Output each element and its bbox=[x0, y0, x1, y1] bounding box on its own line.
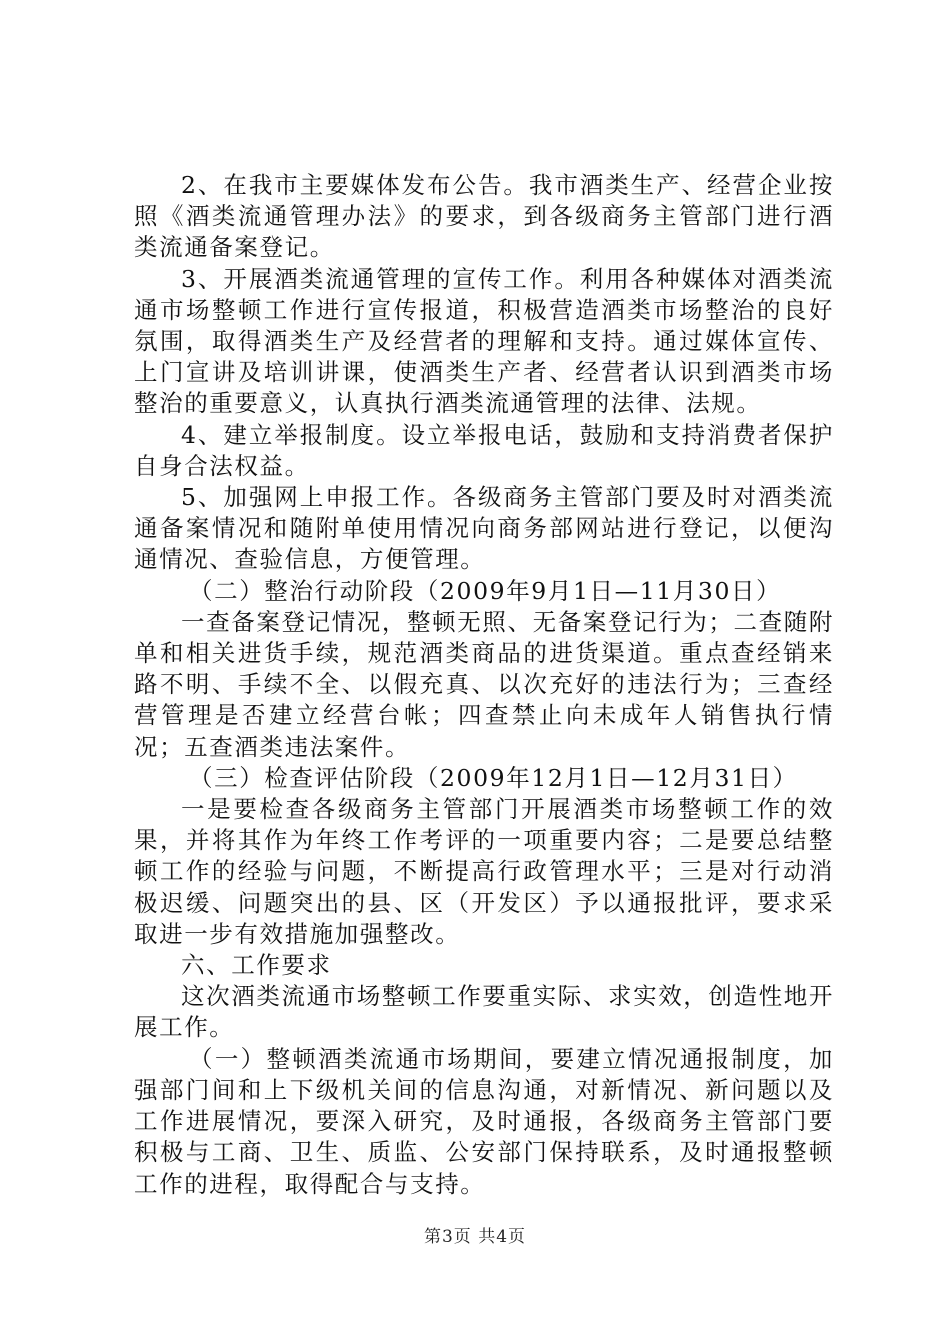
paragraph-report-system: 4、建立举报制度。设立举报电话，鼓励和支持消费者保护自身合法权益。 bbox=[134, 420, 834, 480]
document-body bbox=[134, 170, 834, 1200]
paragraph-evaluation-details: 一是要检查各级商务主管部门开展酒类市场整顿工作的效果，并将其作为年终工作考评的一项重要内容；二是要总结整顿工作的经验与问题，不断提高行政管理水平；三是对行动消极迟缓、问题突出的县、区（开发区）予以通报批评，要求采取进一步有效措施加强整改。 bbox=[134, 795, 834, 948]
paragraph-online-filing: 5、加强网上申报工作。各级商务主管部门要及时对酒类流通备案情况和随附单使用情况向商务部网站进行登记，以便沟通情况、查验信息，方便管理。 bbox=[134, 483, 834, 574]
page-footer: 第3页 共4页 bbox=[423, 1227, 527, 1247]
paragraph-publicity: 3、开展酒类流通管理的宣传工作。利用各种媒体对酒类流通市场整顿工作进行宣传报道，积极营造酒类市场整治的良好氛围，取得酒类生产及经营者的理解和支持。通过媒体宣传、上门宣讲及培训讲课，使酒类生产者、经营者认识到酒类市场整治的重要意义，认真执行酒类流通管理的法律、法规。 bbox=[134, 264, 834, 418]
heading-work-requirements: 六、工作要求 bbox=[181, 951, 332, 980]
paragraph-rectification-details: 一查备案登记情况，整顿无照、无备案登记行为；二查随附单和相关进货手续，规范酒类商品的进货渠道。重点查经销来路不明、手续不全、以假充真、以次充好的违法行为；三查经营管理是否建立经营台帐；四查禁止向未成年人销售执行情况；五查酒类违法案件。 bbox=[134, 607, 834, 761]
paragraph-announcement: 2、在我市主要媒体发布公告。我市酒类生产、经营企业按照《酒类流通管理办法》的要求，到各级商务主管部门进行酒类流通备案登记。 bbox=[134, 171, 834, 262]
heading-rectification-phase: （二）整治行动阶段（2009年9月1日—11月30日） bbox=[189, 576, 782, 605]
paragraph-requirements-intro: 这次酒类流通市场整顿工作要重实际、求实效，创造性地开展工作。 bbox=[134, 982, 834, 1042]
heading-evaluation-phase: （三）检查评估阶段（2009年12月1日—12月31日） bbox=[189, 763, 798, 792]
paragraph-requirement-one: （一）整顿酒类流通市场期间，要建立情况通报制度，加强部门间和上下级机关间的信息沟通，对新情况、新问题以及工作进展情况，要深入研究，及时通报，各级商务主管部门要积极与工商、卫生、质监、公安部门保持联系，及时通报整顿工作的进程，取得配合与支持。 bbox=[134, 1044, 834, 1198]
